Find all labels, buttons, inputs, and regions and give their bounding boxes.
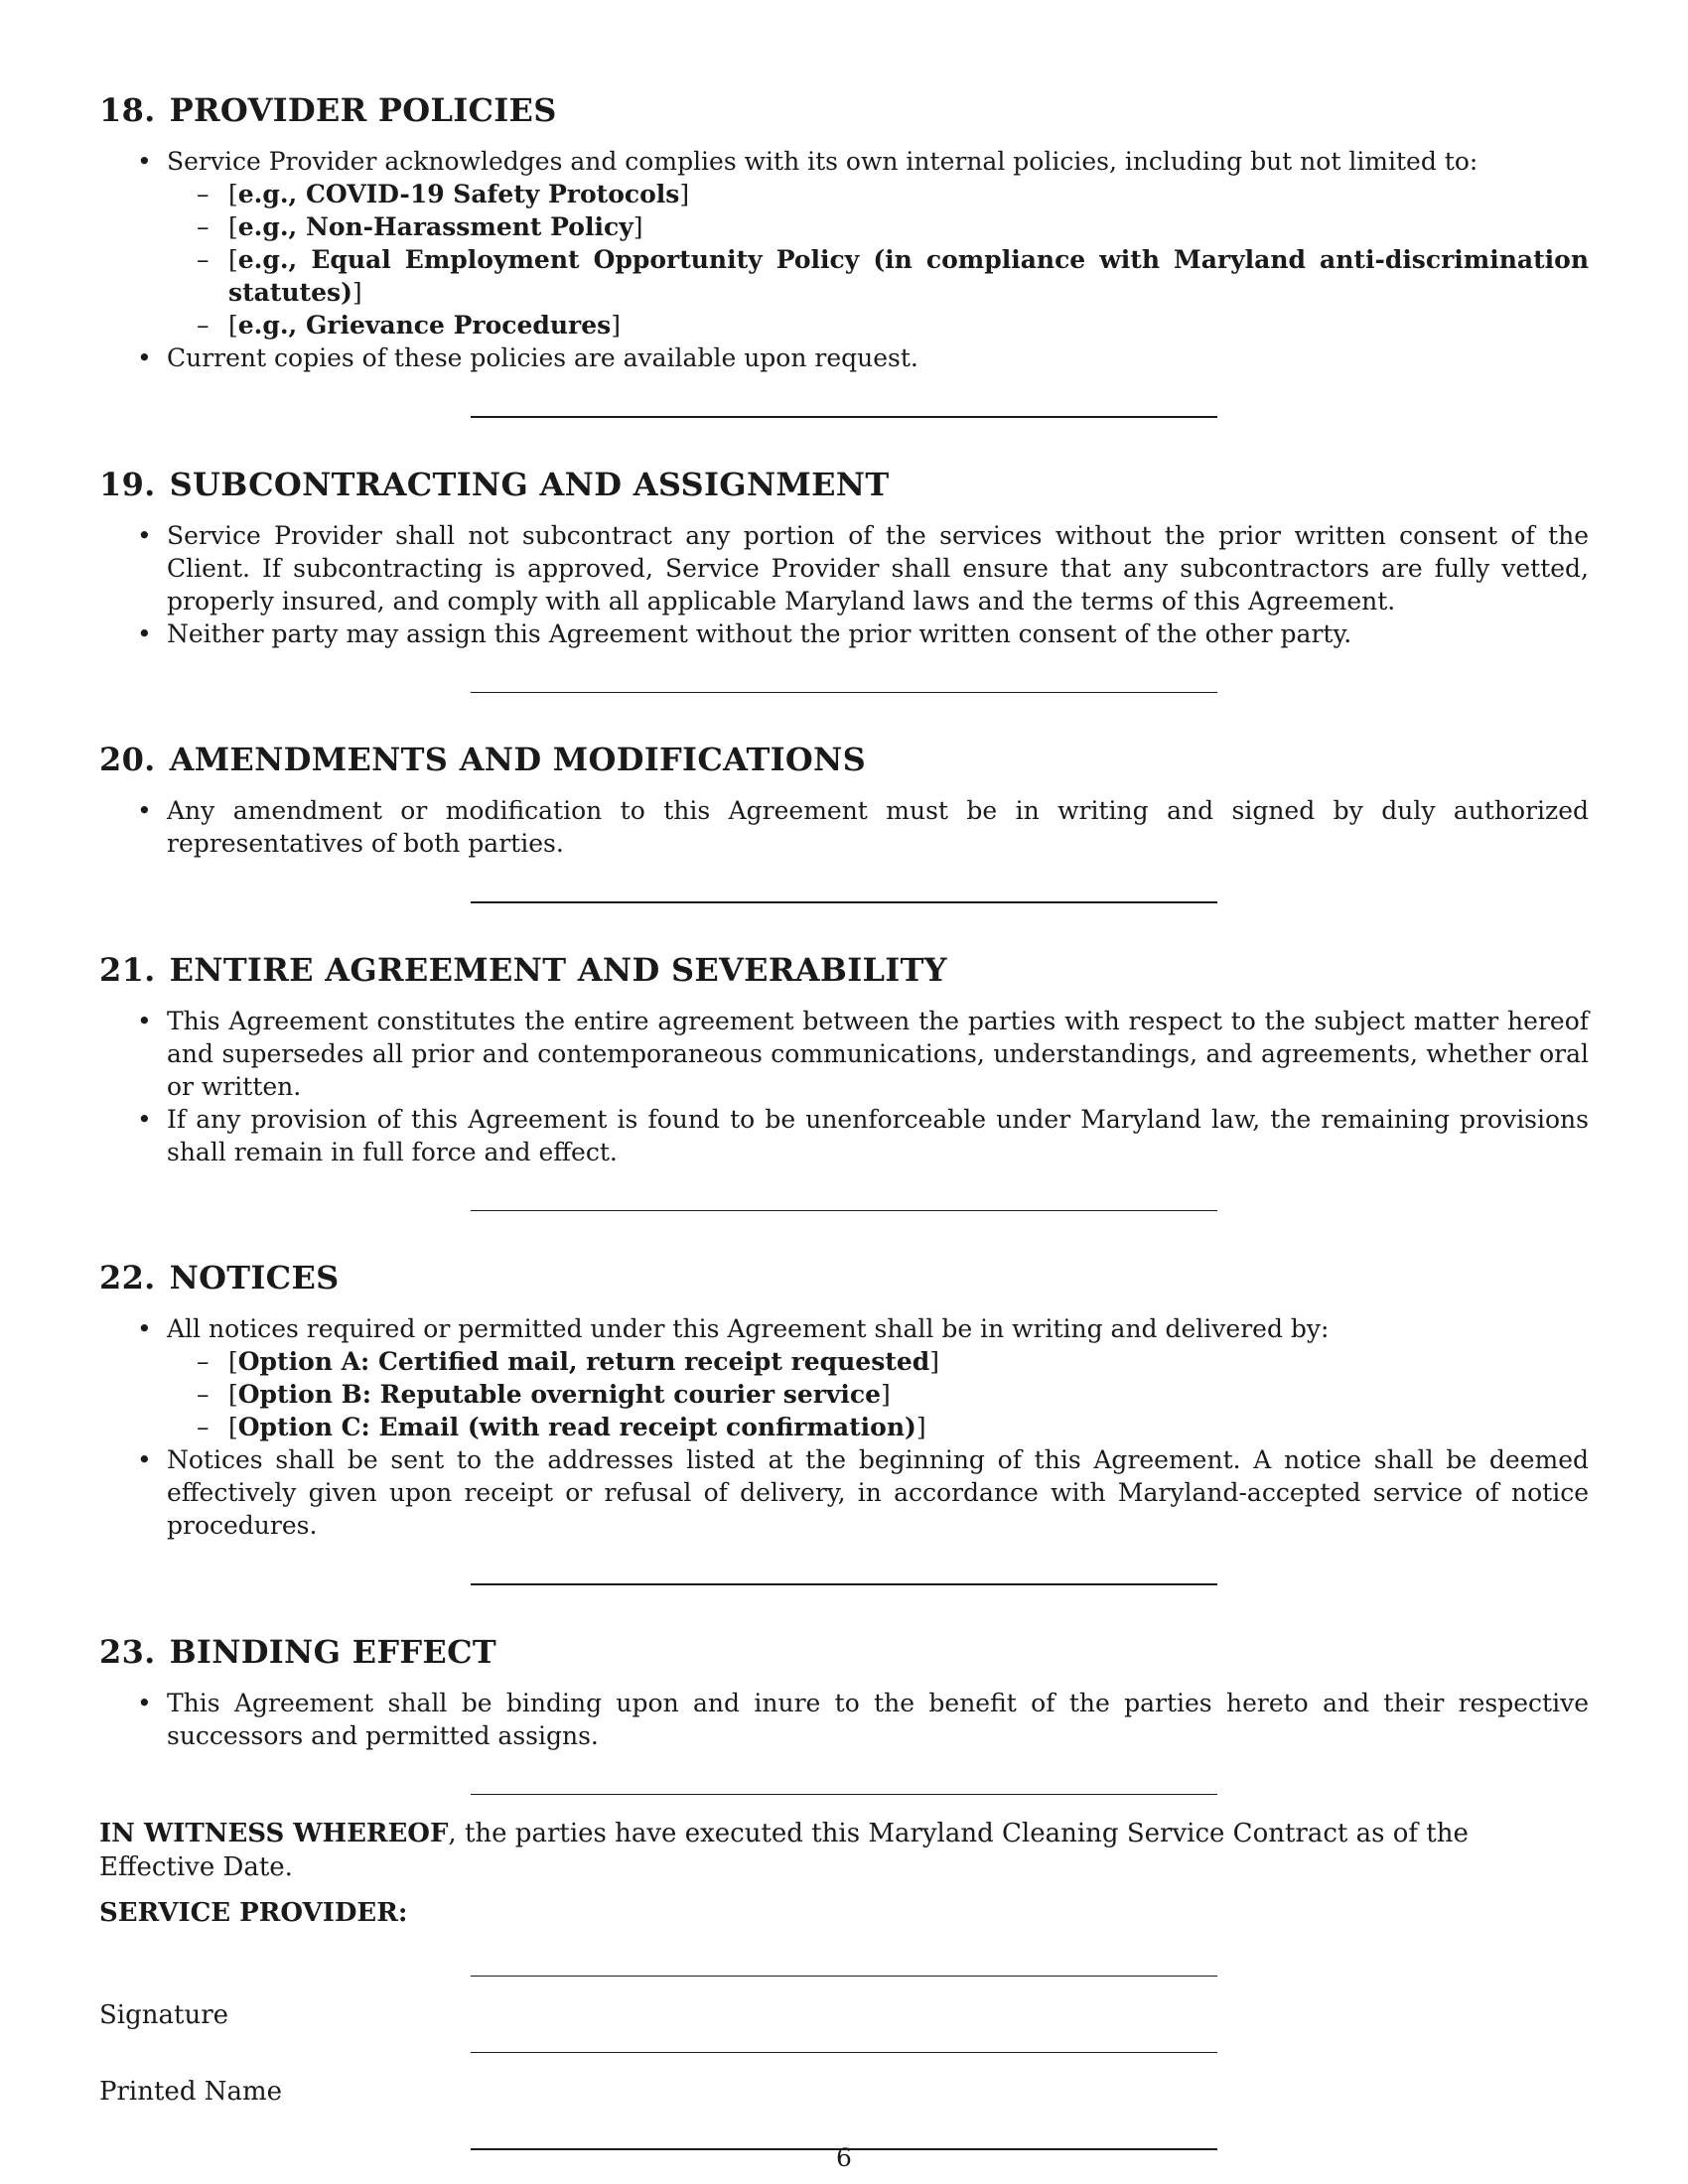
- service-provider-label: SERVICE PROVIDER:: [99, 1898, 408, 1928]
- bullet-list: [99, 1687, 1589, 1752]
- section-divider: [471, 692, 1217, 693]
- list-item: • Service Provider shall not subcontract any portion of the services without the prior written consent of the Client. If subcontracting is approved, Service Provider shall ensure that any subcontractors are fully vetted, properly insured, and comply with all applicable Maryland laws and the terms of this Agreement.: [99, 519, 1589, 617]
- printed-name-caption: Printed Name: [99, 2077, 283, 2107]
- list-item: • If any provision of this Agreement is found to be unenforceable under Maryland law, the remaining provisions shall remain in full force and effect.: [99, 1103, 1589, 1168]
- bullet-list: [99, 794, 1589, 860]
- section-divider: [471, 901, 1217, 903]
- section-heading: 18. PROVIDER POLICIES: [99, 91, 557, 129]
- sub-item: – [e.g., Grievance Procedures]: [167, 309, 1589, 341]
- list-item: • Neither party may assign this Agreement without the prior written consent of the other party.: [99, 617, 1589, 650]
- section-divider: [471, 1583, 1217, 1585]
- list-item: • Service Provider acknowledges and complies with its own internal policies, including but not limited to: – [e.g., COVID-19 Safety Protocols] – [e.g., Non-Harassment Policy] – [e.g., Equal Employment Opportunity Policy (in compliance with Maryland anti-discrimination statutes)] – [e.g., Grievance Procedures]: [99, 145, 1589, 341]
- section-20: [99, 741, 1589, 860]
- section-heading: 20. AMENDMENTS AND MODIFICATIONS: [99, 741, 866, 778]
- bullet-list: [99, 145, 1589, 374]
- sub-item: – [e.g., Non-Harassment Policy]: [167, 210, 1589, 243]
- bullet-list: [99, 1005, 1589, 1168]
- list-item: • Any amendment or modification to this Agreement must be in writing and signed by duly authorized representatives of both parties.: [99, 794, 1589, 860]
- section-22: [99, 1259, 1589, 1542]
- page-number: 6: [836, 2143, 852, 2172]
- section-18: [99, 91, 1589, 374]
- witness-statement: IN WITNESS WHEREOF, the parties have executed this Maryland Cleaning Service Contract as of the Effective Date.: [99, 1819, 1469, 1882]
- list-item: • Notices shall be sent to the addresses listed at the beginning of this Agreement. A notice shall be deemed effectively given upon receipt or refusal of delivery, in accordance with Maryland-accepted service of notice procedures.: [99, 1443, 1589, 1542]
- sub-item: – [Option B: Reputable overnight courier service]: [167, 1378, 1589, 1411]
- section-divider: [471, 1210, 1217, 1211]
- section-heading: 23. BINDING EFFECT: [99, 1633, 496, 1671]
- list-item: • This Agreement shall be binding upon and inure to the benefit of the parties hereto and their respective successors and permitted assigns.: [99, 1687, 1589, 1752]
- section-heading: 22. NOTICES: [99, 1259, 340, 1297]
- sub-list: [167, 1345, 1589, 1443]
- section-divider: [471, 1794, 1217, 1795]
- signature-caption: Signature: [99, 2000, 229, 2030]
- section-23: [99, 1633, 1589, 1752]
- sub-item: – [Option A: Certified mail, return receipt requested]: [167, 1345, 1589, 1378]
- sub-item: – [e.g., COVID-19 Safety Protocols]: [167, 178, 1589, 210]
- section-heading: 19. SUBCONTRACTING AND ASSIGNMENT: [99, 466, 890, 503]
- document-page: [99, 91, 1589, 2150]
- signature-line: [471, 1976, 1217, 1977]
- list-item: • Current copies of these policies are available upon request.: [99, 341, 1589, 374]
- section-19: [99, 466, 1589, 650]
- section-heading: 21. ENTIRE AGREEMENT AND SEVERABILITY: [99, 951, 947, 989]
- section-divider: [471, 416, 1217, 418]
- bullet-list: [99, 519, 1589, 650]
- sub-item: – [e.g., Equal Employment Opportunity Policy (in compliance with Maryland anti-discrimination statutes)]: [167, 243, 1589, 309]
- sub-item: – [Option C: Email (with read receipt confirmation)]: [167, 1411, 1589, 1443]
- sub-list: [167, 178, 1589, 341]
- bullet-list: [99, 1312, 1589, 1542]
- list-item: • This Agreement constitutes the entire agreement between the parties with respect to the subject matter hereof and supersedes all prior and contemporaneous communications, understandings, and agreements, whether oral or written.: [99, 1005, 1589, 1103]
- section-21: [99, 951, 1589, 1168]
- list-item: • All notices required or permitted under this Agreement shall be in writing and delivered by: – [Option A: Certified mail, return receipt requested] – [Option B: Reputable overnight courier service] – [Option C: Email (with read receipt confirmation)]: [99, 1312, 1589, 1443]
- printed-name-line: [471, 2052, 1217, 2053]
